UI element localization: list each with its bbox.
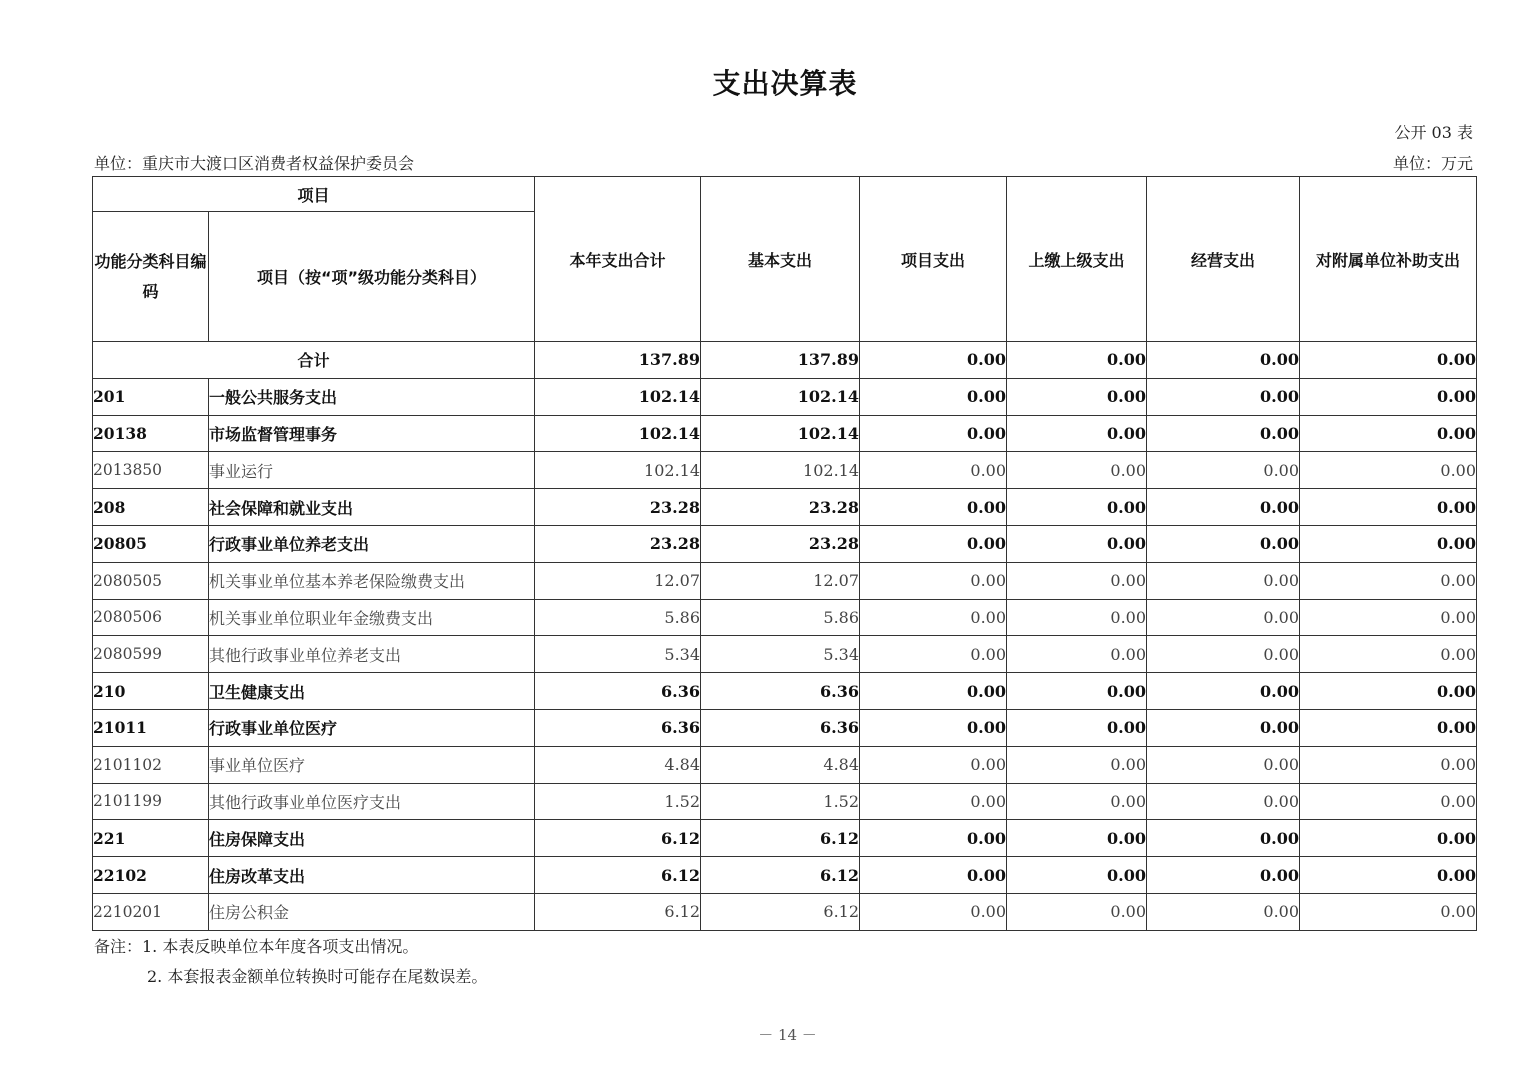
cell-name: 其他行政事业单位养老支出 <box>209 636 535 673</box>
cell-name: 行政事业单位养老支出 <box>209 525 535 562</box>
cell-total: 5.86 <box>535 599 701 636</box>
cell-subsidy: 0.00 <box>1300 746 1477 783</box>
cell-basic: 6.12 <box>701 857 860 894</box>
cell-basic: 6.12 <box>701 820 860 857</box>
cell-basic: 5.86 <box>701 599 860 636</box>
cell-project: 0.00 <box>860 820 1007 857</box>
cell-business: 0.00 <box>1147 489 1300 526</box>
cell-subsidy: 0.00 <box>1300 709 1477 746</box>
cell-basic: 23.28 <box>701 489 860 526</box>
cell-subsidy: 0.00 <box>1300 673 1477 710</box>
header-subsidy: 对附属单位补助支出 <box>1300 177 1477 342</box>
table-row <box>93 599 1477 636</box>
total-cell-superior: 0.00 <box>1007 342 1147 379</box>
cell-total: 102.14 <box>535 378 701 415</box>
cell-project: 0.00 <box>860 452 1007 489</box>
cell-superior: 0.00 <box>1007 562 1147 599</box>
cell-superior: 0.00 <box>1007 525 1147 562</box>
cell-basic: 6.36 <box>701 709 860 746</box>
cell-total: 6.36 <box>535 709 701 746</box>
cell-name: 一般公共服务支出 <box>209 378 535 415</box>
cell-code: 2210201 <box>93 893 209 930</box>
header-code: 功能分类科目编码 <box>93 212 209 342</box>
cell-code: 2013850 <box>93 452 209 489</box>
cell-business: 0.00 <box>1147 636 1300 673</box>
cell-subsidy: 0.00 <box>1300 525 1477 562</box>
cell-project: 0.00 <box>860 599 1007 636</box>
cell-business: 0.00 <box>1147 452 1300 489</box>
cell-business: 0.00 <box>1147 893 1300 930</box>
cell-superior: 0.00 <box>1007 599 1147 636</box>
cell-project: 0.00 <box>860 893 1007 930</box>
cell-code: 20138 <box>93 415 209 452</box>
cell-business: 0.00 <box>1147 783 1300 820</box>
cell-superior: 0.00 <box>1007 820 1147 857</box>
cell-code: 201 <box>93 378 209 415</box>
cell-name: 事业单位医疗 <box>209 746 535 783</box>
cell-project: 0.00 <box>860 525 1007 562</box>
cell-superior: 0.00 <box>1007 709 1147 746</box>
cell-subsidy: 0.00 <box>1300 857 1477 894</box>
total-row <box>93 342 1477 379</box>
total-cell-business: 0.00 <box>1147 342 1300 379</box>
cell-business: 0.00 <box>1147 525 1300 562</box>
cell-project: 0.00 <box>860 378 1007 415</box>
total-cell-subsidy: 0.00 <box>1300 342 1477 379</box>
header-project: 项目支出 <box>860 177 1007 342</box>
total-label: 合计 <box>93 342 535 379</box>
cell-subsidy: 0.00 <box>1300 636 1477 673</box>
cell-project: 0.00 <box>860 636 1007 673</box>
cell-basic: 6.36 <box>701 673 860 710</box>
table-row <box>93 820 1477 857</box>
cell-total: 6.12 <box>535 857 701 894</box>
table-row <box>93 415 1477 452</box>
cell-name: 住房公积金 <box>209 893 535 930</box>
table-row <box>93 893 1477 930</box>
page-title: 支出决算表 <box>712 67 858 100</box>
cell-total: 102.14 <box>535 415 701 452</box>
cell-subsidy: 0.00 <box>1300 378 1477 415</box>
cell-basic: 5.34 <box>701 636 860 673</box>
cell-project: 0.00 <box>860 746 1007 783</box>
table-row <box>93 525 1477 562</box>
cell-subsidy: 0.00 <box>1300 489 1477 526</box>
cell-name: 住房改革支出 <box>209 857 535 894</box>
header-total: 本年支出合计 <box>535 177 701 342</box>
cell-business: 0.00 <box>1147 746 1300 783</box>
cell-business: 0.00 <box>1147 415 1300 452</box>
cell-basic: 102.14 <box>701 415 860 452</box>
cell-code: 20805 <box>93 525 209 562</box>
cell-code: 2101199 <box>93 783 209 820</box>
total-cell-basic: 137.89 <box>701 342 860 379</box>
cell-basic: 12.07 <box>701 562 860 599</box>
cell-business: 0.00 <box>1147 562 1300 599</box>
cell-name: 机关事业单位职业年金缴费支出 <box>209 599 535 636</box>
cell-subsidy: 0.00 <box>1300 893 1477 930</box>
cell-code: 210 <box>93 673 209 710</box>
cell-superior: 0.00 <box>1007 857 1147 894</box>
cell-total: 23.28 <box>535 525 701 562</box>
cell-code: 2080505 <box>93 562 209 599</box>
cell-basic: 6.12 <box>701 893 860 930</box>
cell-total: 6.36 <box>535 673 701 710</box>
cell-total: 12.07 <box>535 562 701 599</box>
cell-code: 221 <box>93 820 209 857</box>
cell-total: 6.12 <box>535 820 701 857</box>
table-row <box>93 857 1477 894</box>
table-row <box>93 783 1477 820</box>
cell-code: 2080599 <box>93 636 209 673</box>
cell-project: 0.00 <box>860 489 1007 526</box>
cell-name: 住房保障支出 <box>209 820 535 857</box>
cell-total: 1.52 <box>535 783 701 820</box>
currency-unit: 单位：万元 <box>1392 154 1473 173</box>
cell-project: 0.00 <box>860 562 1007 599</box>
header-basic: 基本支出 <box>701 177 860 342</box>
table-row <box>93 636 1477 673</box>
cell-basic: 4.84 <box>701 746 860 783</box>
cell-superior: 0.00 <box>1007 452 1147 489</box>
header-superior: 上缴上级支出 <box>1007 177 1147 342</box>
notes <box>94 932 487 992</box>
cell-superior: 0.00 <box>1007 636 1147 673</box>
cell-business: 0.00 <box>1147 673 1300 710</box>
reporting-unit: 单位：重庆市大渡口区消费者权益保护委员会 <box>94 154 415 173</box>
cell-superior: 0.00 <box>1007 673 1147 710</box>
table-row <box>93 489 1477 526</box>
cell-business: 0.00 <box>1147 599 1300 636</box>
table-row <box>93 562 1477 599</box>
cell-basic: 1.52 <box>701 783 860 820</box>
cell-basic: 23.28 <box>701 525 860 562</box>
header-item: 项目 <box>93 177 535 212</box>
cell-name: 机关事业单位基本养老保险缴费支出 <box>209 562 535 599</box>
header-name: 项目（按“项”级功能分类科目） <box>209 212 535 342</box>
cell-name: 市场监督管理事务 <box>209 415 535 452</box>
cell-total: 23.28 <box>535 489 701 526</box>
cell-project: 0.00 <box>860 673 1007 710</box>
cell-business: 0.00 <box>1147 378 1300 415</box>
cell-superior: 0.00 <box>1007 783 1147 820</box>
cell-subsidy: 0.00 <box>1300 599 1477 636</box>
cell-superior: 0.00 <box>1007 746 1147 783</box>
cell-project: 0.00 <box>860 709 1007 746</box>
cell-total: 102.14 <box>535 452 701 489</box>
page-number: － 14 － <box>758 1026 817 1044</box>
total-cell-project: 0.00 <box>860 342 1007 379</box>
cell-subsidy: 0.00 <box>1300 562 1477 599</box>
cell-superior: 0.00 <box>1007 489 1147 526</box>
cell-total: 6.12 <box>535 893 701 930</box>
table-row <box>93 709 1477 746</box>
cell-code: 2101102 <box>93 746 209 783</box>
table-row <box>93 673 1477 710</box>
cell-name: 事业运行 <box>209 452 535 489</box>
header-business: 经营支出 <box>1147 177 1300 342</box>
table-row <box>93 746 1477 783</box>
cell-project: 0.00 <box>860 415 1007 452</box>
cell-total: 5.34 <box>535 636 701 673</box>
cell-business: 0.00 <box>1147 709 1300 746</box>
cell-superior: 0.00 <box>1007 378 1147 415</box>
note-line-2: 2. 本套报表金额单位转换时可能存在尾数误差。 <box>147 967 488 986</box>
cell-name: 行政事业单位医疗 <box>209 709 535 746</box>
cell-subsidy: 0.00 <box>1300 783 1477 820</box>
cell-total: 4.84 <box>535 746 701 783</box>
cell-name: 社会保障和就业支出 <box>209 489 535 526</box>
expenditure-table <box>92 176 1477 931</box>
cell-superior: 0.00 <box>1007 893 1147 930</box>
cell-code: 208 <box>93 489 209 526</box>
cell-business: 0.00 <box>1147 857 1300 894</box>
cell-subsidy: 0.00 <box>1300 820 1477 857</box>
cell-subsidy: 0.00 <box>1300 415 1477 452</box>
table-row <box>93 452 1477 489</box>
form-number: 公开 03 表 <box>1394 123 1473 142</box>
cell-basic: 102.14 <box>701 378 860 415</box>
cell-subsidy: 0.00 <box>1300 452 1477 489</box>
table-row <box>93 378 1477 415</box>
cell-name: 卫生健康支出 <box>209 673 535 710</box>
cell-project: 0.00 <box>860 783 1007 820</box>
cell-name: 其他行政事业单位医疗支出 <box>209 783 535 820</box>
cell-basic: 102.14 <box>701 452 860 489</box>
cell-project: 0.00 <box>860 857 1007 894</box>
cell-code: 22102 <box>93 857 209 894</box>
note-line-1: 备注：1. 本表反映单位本年度各项支出情况。 <box>94 937 419 956</box>
cell-code: 2080506 <box>93 599 209 636</box>
cell-business: 0.00 <box>1147 820 1300 857</box>
total-cell-total: 137.89 <box>535 342 701 379</box>
cell-code: 21011 <box>93 709 209 746</box>
cell-superior: 0.00 <box>1007 415 1147 452</box>
